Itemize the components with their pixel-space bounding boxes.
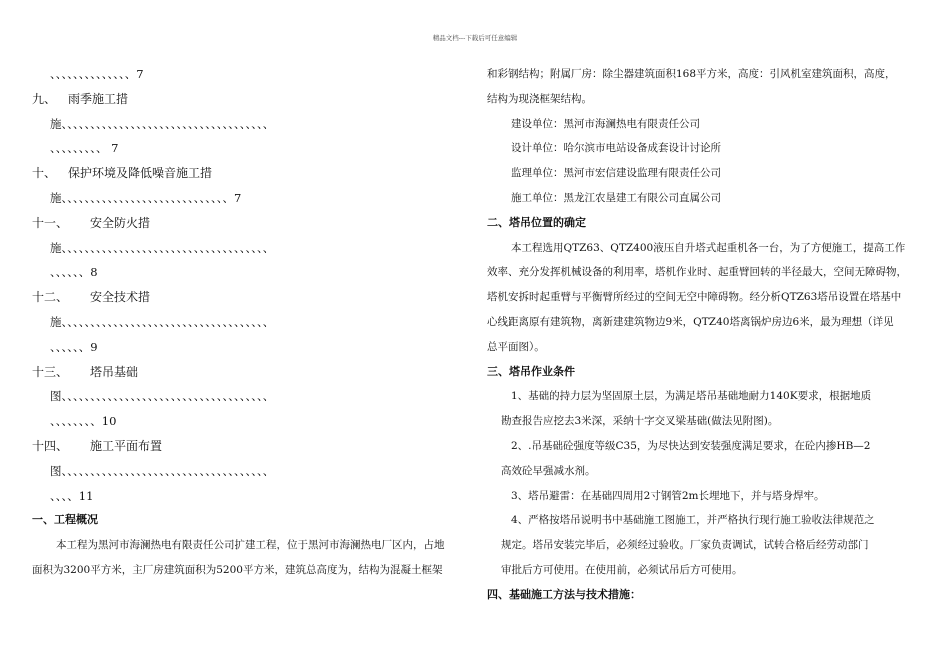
toc-leader: 施、、、、、、、、、、、、、、、、、、、、、、、、、、、、、、、、、、、、	[50, 240, 275, 255]
toc-leader: 、、、、11	[50, 488, 94, 503]
toc-entry-13	[32, 360, 457, 385]
toc-title: 施工平面布置	[90, 438, 163, 453]
list-item-line: 4、严格按塔吊说明书中基础施工图施工，并严格执行现行施工验收法律规范之	[511, 514, 875, 527]
toc-entry-12	[32, 285, 457, 310]
left-column	[32, 62, 457, 583]
list-item-line: 高效砼早强减水剂。	[501, 464, 596, 477]
toc-leader: 图、、、、、、、、、、、、、、、、、、、、、、、、、、、、、、、、、、、、	[50, 389, 275, 404]
toc-continuation: 、、、、、、、、、、、、、、7	[50, 67, 144, 81]
toc-entry-11	[32, 211, 457, 236]
toc-leader: 、、、、、、、、、 7	[50, 141, 119, 156]
toc-leader: 、、、、、、8	[50, 265, 98, 280]
paragraph-line: 本工程选用QTZ63、QTZ400液压自升塔式起重机各一台，为了方便施工，提高工作	[511, 241, 906, 254]
page-header: 精品文档---下载后可任意编辑	[432, 34, 518, 42]
unit-supervise: 监理单位：黑河市宏信建设监理有限责任公司	[511, 167, 721, 180]
list-item-line: 3、塔吊避雷：在基础四周用2寸钢管2m长埋地下，并与塔身焊牢。	[511, 489, 825, 502]
toc-number: 十、	[32, 166, 57, 181]
unit-build: 建设单位：黑河市海澜热电有限责任公司	[511, 117, 700, 130]
toc-number: 十三、	[32, 364, 69, 379]
list-item-line: 勘查报告应挖去3米深，采纳十字交叉梁基础(做法见附图)。	[501, 415, 779, 428]
toc-leader: 、、、、、、、、10	[50, 414, 117, 429]
list-item-line: 规定。塔吊安装完毕后，必须经过验收。厂家负责调试，试转合格后经劳动部门	[501, 539, 869, 552]
toc-number: 十二、	[32, 290, 69, 305]
unit-construct: 施工单位：黑龙江农垦建工有限公司直属公司	[511, 191, 721, 204]
toc-leader: 施、、、、、、、、、、、、、、、、、、、、、、、、、、、、、、、、、、、、	[50, 314, 275, 329]
list-item-line: 审批后方可使用。在使用前，必须试吊后方可使用。	[501, 563, 743, 576]
paragraph-line: 面积为3200平方米，主厂房建筑面积为5200平方米，建筑总高度为，结构为混凝土框架	[32, 563, 443, 576]
toc-title: 塔吊基础	[90, 364, 139, 379]
section-heading-3: 三、塔吊作业条件	[487, 364, 575, 378]
toc-number: 十四、	[32, 438, 69, 453]
toc-leader: 施、、、、、、、、、、、、、、、、、、、、、、、、、、、、、、、、、、、、	[50, 116, 275, 131]
unit-design: 设计单位：哈尔滨市电站设备成套设计讨论所	[511, 142, 721, 155]
paragraph-line: 总平面图）。	[487, 340, 545, 353]
toc-entry-9	[32, 87, 457, 112]
paragraph-line: 塔机安拆时起重臂与平衡臂所经过的空间无空中障碍物。经分析QTZ63塔吊设置在塔基中	[487, 291, 902, 304]
toc-leader: 、、、、、、9	[50, 339, 98, 354]
toc-title: 安全技术措	[90, 290, 151, 305]
toc-leader: 图、、、、、、、、、、、、、、、、、、、、、、、、、、、、、、、、、、、、	[50, 463, 275, 478]
section-heading-2: 二、塔吊位置的确定	[487, 215, 586, 229]
paragraph-line: 本工程为黑河市海澜热电有限责任公司扩建工程，位于黑河市海澜热电厂区内，占地	[56, 539, 445, 552]
toc-title: 保护环境及降低噪音施工措	[68, 166, 213, 181]
paragraph-line: 和彩钢结构；附属厂房：除尘器建筑面积168平方米，高度：引风机室建筑面积，高度，	[487, 68, 896, 80]
paragraph-line: 效率、充分发挥机械设备的利用率，塔机作业时、起重臂回转的半径最大，空间无障碍物，	[487, 266, 907, 279]
section-heading-4: 四、基础施工方法与技术措施：	[487, 587, 641, 601]
right-column	[487, 62, 932, 608]
toc-number: 十一、	[32, 215, 69, 230]
toc-title: 安全防火措	[90, 215, 151, 230]
paragraph-line: 结构为现浇框架结构。	[487, 92, 592, 105]
toc-entry-10	[32, 161, 457, 186]
section-heading-1: 一、工程概况	[32, 513, 98, 527]
list-item-line: 2、.吊基础砼强度等级C35，为尽快达到安装强度满足要求，在砼内掺HB—2	[511, 439, 871, 452]
list-item-line: 1、基础的持力层为坚固原土层，为满足塔吊基础地耐力140K要求，根据地质	[511, 390, 872, 403]
toc-leader: 施、、、、、、、、、、、、、、、、、、、、、、、、、、、、、7	[50, 190, 242, 205]
toc-title: 雨季施工措	[68, 91, 129, 106]
paragraph-line: 心线距离原有建筑物，离新建建筑物边9米，QTZ40塔离锅炉房边6米，最为理想（详见	[487, 315, 894, 328]
toc-number: 九、	[32, 91, 57, 106]
toc-entry-14	[32, 434, 457, 459]
